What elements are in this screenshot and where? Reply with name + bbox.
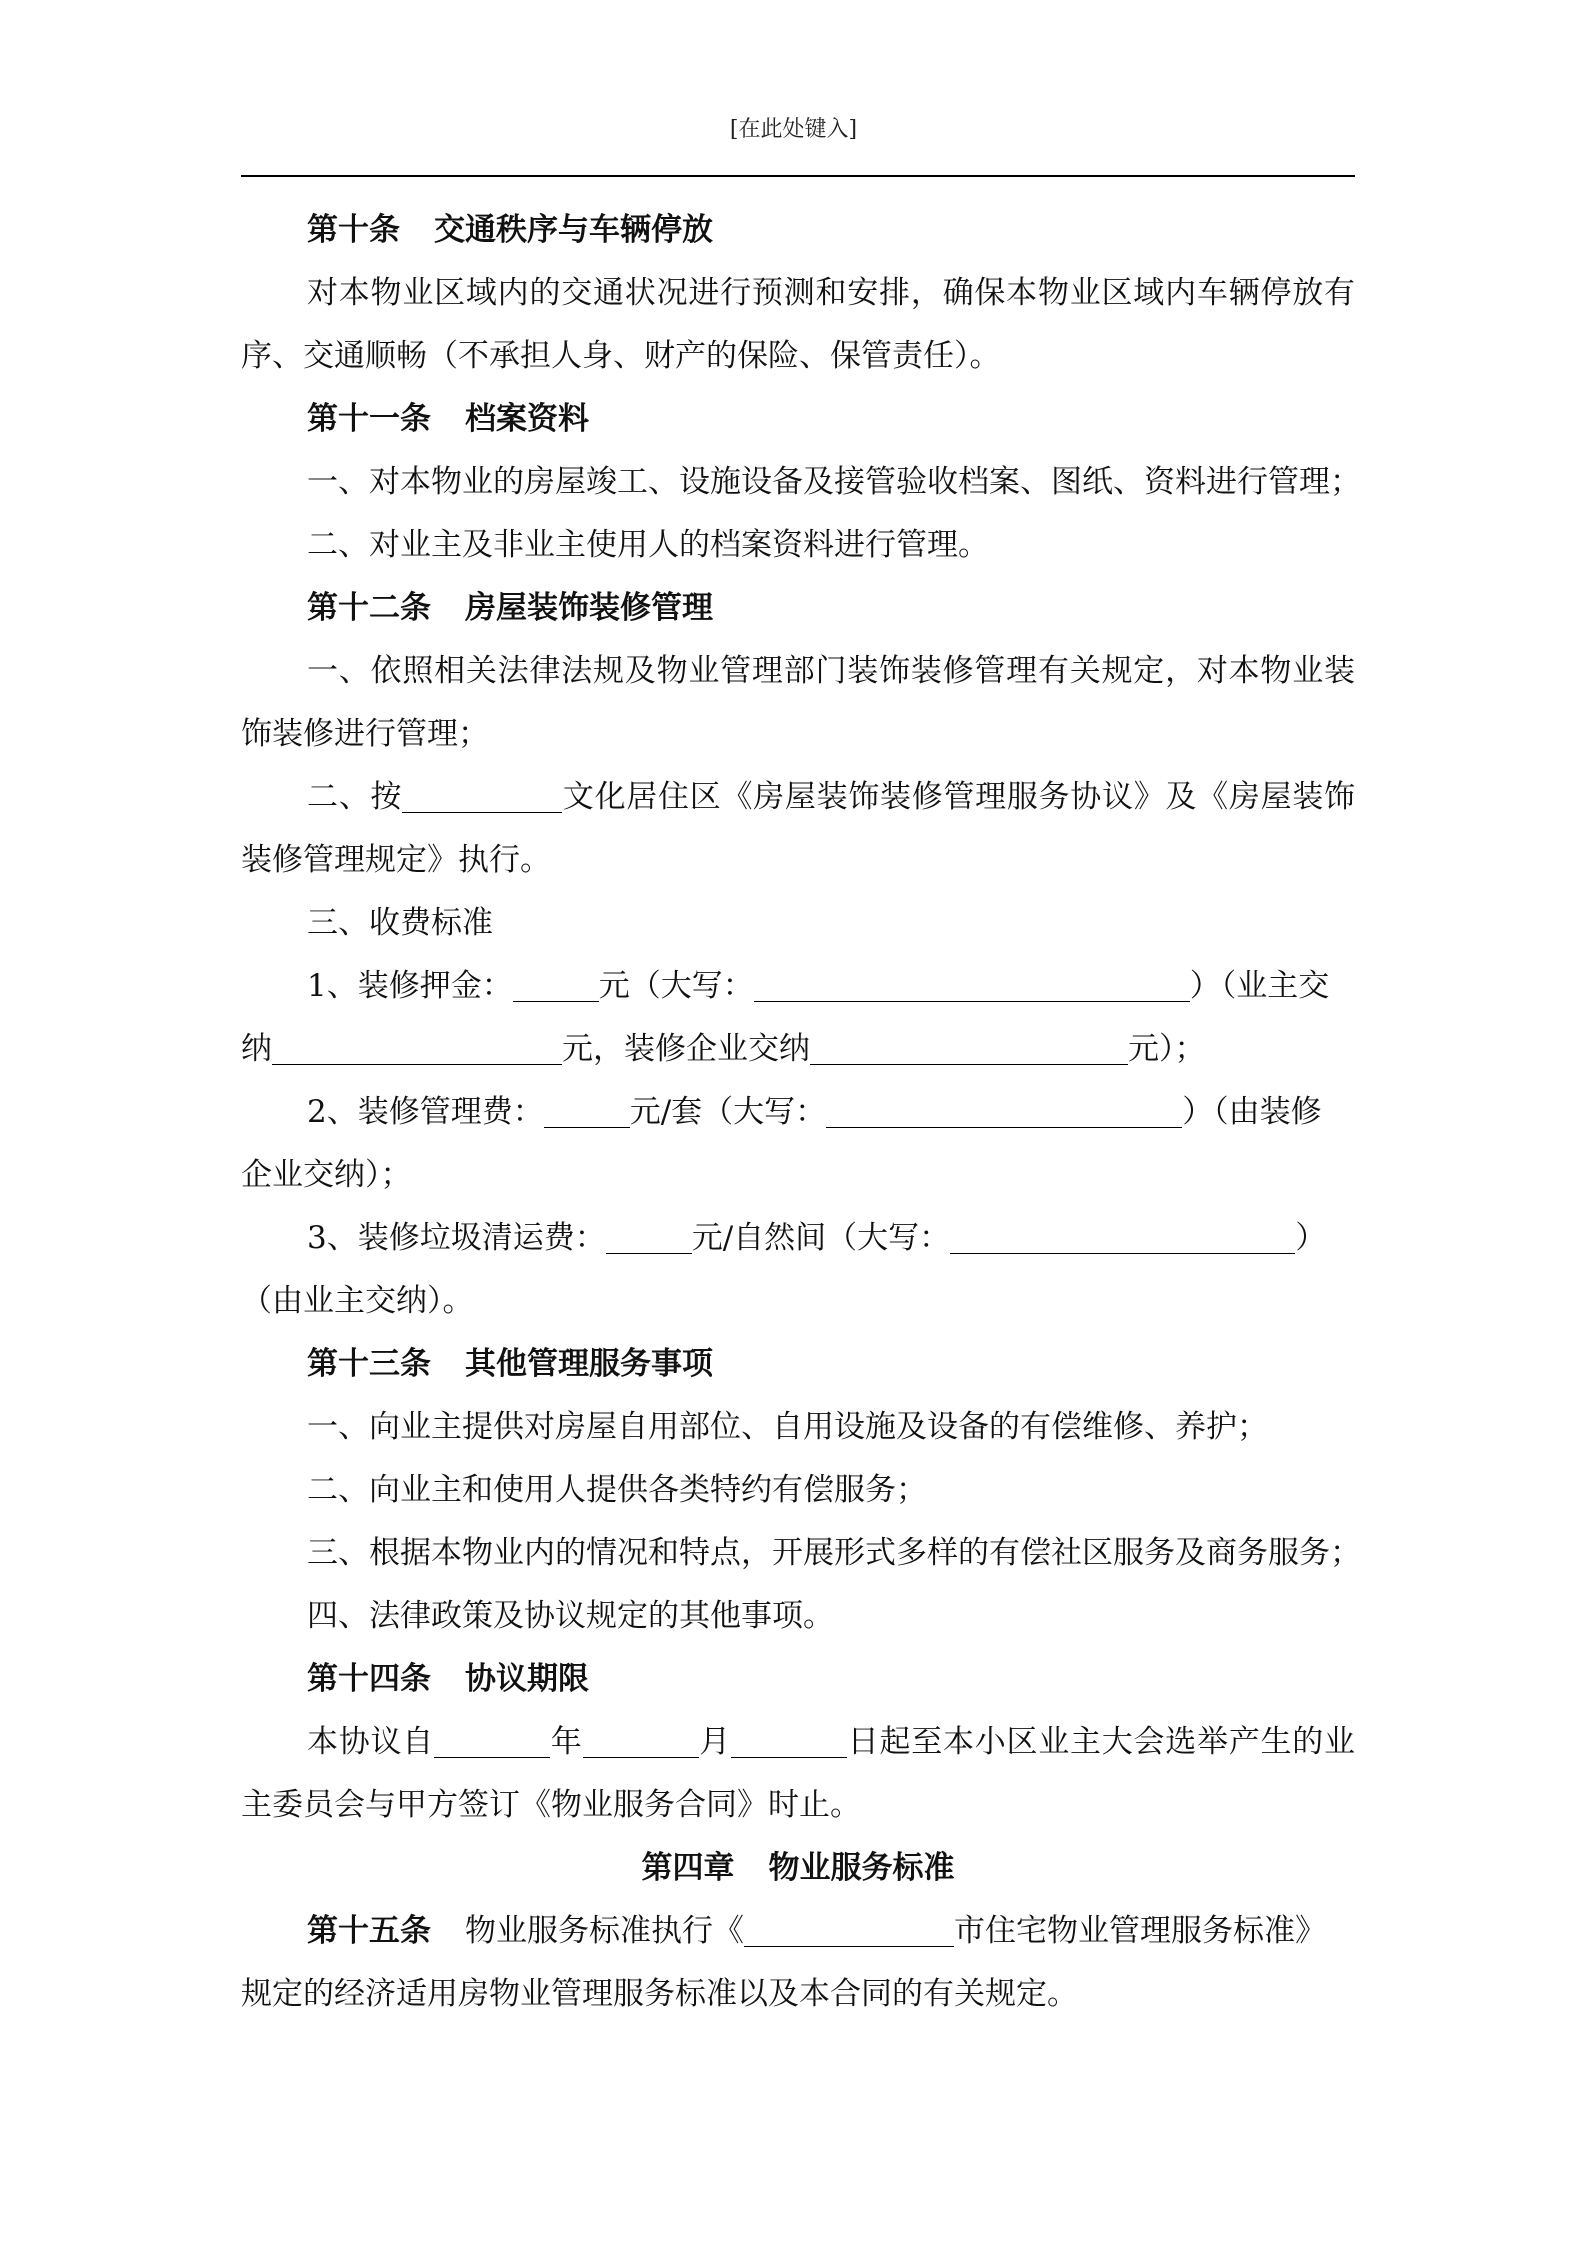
text-fragment: 3、装修垃圾清运费： bbox=[307, 1220, 606, 1256]
article-13-item-3: 三、根据本物业内的情况和特点，开展形式多样的有偿社区服务及商务服务； bbox=[307, 1535, 1361, 1571]
fill-in-blank[interactable] bbox=[950, 1223, 1295, 1254]
text-fragment: 元）； bbox=[1128, 1031, 1206, 1067]
text-fragment: 纳 bbox=[241, 1031, 272, 1067]
chapter-4-number: 第四章 bbox=[641, 1850, 735, 1886]
article-13-item-2: 二、向业主和使用人提供各类特约有偿服务； bbox=[307, 1472, 927, 1508]
article-10-title: 交通秩序与车辆停放 bbox=[434, 212, 713, 248]
chapter-4-title: 物业服务标准 bbox=[768, 1850, 955, 1886]
text-fragment: 二、按 bbox=[307, 779, 403, 815]
article-12-item-3: 三、收费标准 bbox=[307, 905, 493, 941]
fill-in-blank[interactable] bbox=[513, 971, 599, 1002]
text-fragment: ） bbox=[1295, 1220, 1327, 1256]
fill-in-blank[interactable] bbox=[402, 782, 562, 813]
article-10-paragraph-line-2: 序、交通顺畅（不承担人身、财产的保险、保管责任）。 bbox=[241, 338, 1001, 374]
text-fragment: 月 bbox=[698, 1724, 731, 1760]
fill-in-blank[interactable] bbox=[731, 1727, 847, 1758]
text-fragment: 元，装修企业交纳 bbox=[562, 1031, 810, 1067]
article-15-paragraph-line-2: 规定的经济适用房物业管理服务标准以及本合同的有关规定。 bbox=[241, 1976, 1078, 2012]
article-11-number: 第十一条 bbox=[307, 401, 431, 437]
fill-in-blank[interactable] bbox=[744, 1916, 954, 1947]
article-10-number: 第十条 bbox=[307, 212, 400, 248]
article-12-item-2-line-1 bbox=[241, 766, 1355, 829]
article-15-number: 第十五条 bbox=[307, 1913, 431, 1949]
fee-2-line-1 bbox=[241, 1081, 1355, 1144]
document-body bbox=[241, 199, 1361, 2026]
fee-3-line-2: （由业主交纳）。 bbox=[241, 1283, 474, 1319]
article-14-number: 第十四条 bbox=[307, 1661, 431, 1697]
text-fragment: 市住宅物业管理服务标准》 bbox=[954, 1913, 1326, 1949]
article-13-title: 其他管理服务事项 bbox=[465, 1346, 713, 1382]
article-10-heading bbox=[241, 199, 1355, 262]
article-12-title: 房屋装饰装修管理 bbox=[465, 590, 713, 626]
fill-in-blank[interactable] bbox=[544, 1097, 630, 1128]
fill-in-blank[interactable] bbox=[434, 1727, 550, 1758]
text-fragment: 物业服务标准执行《 bbox=[465, 1913, 744, 1949]
text-fragment: 元（大写： bbox=[598, 968, 754, 1004]
fee-3-line-1 bbox=[241, 1207, 1355, 1270]
text-fragment: 本协议自 bbox=[307, 1724, 434, 1760]
article-12-number: 第十二条 bbox=[307, 590, 431, 626]
article-12-item-1-line-2: 饰装修进行管理； bbox=[241, 716, 489, 752]
article-13-item-1: 一、向业主提供对房屋自用部位、自用设施及设备的有偿维修、养护； bbox=[307, 1409, 1268, 1445]
article-14-paragraph-line-1 bbox=[241, 1711, 1355, 1774]
article-10-paragraph-line-1: 对本物业区域内的交通状况进行预测和安排，确保本物业区域内车辆停放有 bbox=[307, 275, 1355, 311]
fill-in-blank[interactable] bbox=[583, 1727, 699, 1758]
article-11-heading bbox=[241, 388, 1355, 451]
article-13-heading bbox=[241, 1333, 1355, 1396]
article-15-paragraph-line-1 bbox=[241, 1900, 1355, 1963]
article-14-paragraph-line-2: 主委员会与甲方签订《物业服务合同》时止。 bbox=[241, 1787, 861, 1823]
article-13-number: 第十三条 bbox=[307, 1346, 431, 1382]
fill-in-blank[interactable] bbox=[810, 1034, 1128, 1065]
article-12-item-1-line-1: 一、依照相关法律法规及物业管理部门装饰装修管理有关规定，对本物业装 bbox=[307, 653, 1355, 689]
article-11-item-1: 一、对本物业的房屋竣工、设施设备及接管验收档案、图纸、资料进行管理； bbox=[307, 464, 1361, 500]
article-14-heading bbox=[241, 1648, 1355, 1711]
fee-1-line-2 bbox=[241, 1018, 1355, 1081]
fill-in-blank[interactable] bbox=[826, 1097, 1182, 1128]
text-fragment: ）（业主交 bbox=[1189, 968, 1330, 1004]
text-fragment: 文化居住区《房屋装饰装修管理服务协议》及《房屋装饰 bbox=[562, 779, 1356, 815]
chapter-4-heading bbox=[241, 1837, 1355, 1900]
text-fragment: 元/套（大写： bbox=[629, 1094, 827, 1130]
article-11-title: 档案资料 bbox=[465, 401, 589, 437]
fill-in-blank[interactable] bbox=[754, 971, 1190, 1002]
article-12-item-2-line-2: 装修管理规定》执行。 bbox=[241, 842, 551, 878]
article-11-item-2: 二、对业主及非业主使用人的档案资料进行管理。 bbox=[307, 527, 989, 563]
text-fragment: ）（由装修 bbox=[1182, 1094, 1322, 1130]
text-fragment: 1、装修押金： bbox=[307, 968, 513, 1004]
text-fragment: 年 bbox=[550, 1724, 583, 1760]
fill-in-blank[interactable] bbox=[272, 1034, 562, 1065]
text-fragment: 元/自然间（大写： bbox=[691, 1220, 951, 1256]
fee-1-line-1 bbox=[241, 955, 1355, 1018]
text-fragment: 2、装修管理费： bbox=[307, 1094, 544, 1130]
page-header[interactable]: [在此处键入] bbox=[729, 117, 858, 142]
article-13-item-4: 四、法律政策及协议规定的其他事项。 bbox=[307, 1598, 834, 1634]
text-fragment: 日起至本小区业主大会选举产生的业 bbox=[847, 1724, 1355, 1760]
header-rule bbox=[241, 175, 1355, 177]
fee-2-line-2: 企业交纳）； bbox=[241, 1157, 412, 1193]
article-12-heading bbox=[241, 577, 1355, 640]
fill-in-blank[interactable] bbox=[606, 1223, 692, 1254]
article-14-title: 协议期限 bbox=[465, 1661, 589, 1697]
